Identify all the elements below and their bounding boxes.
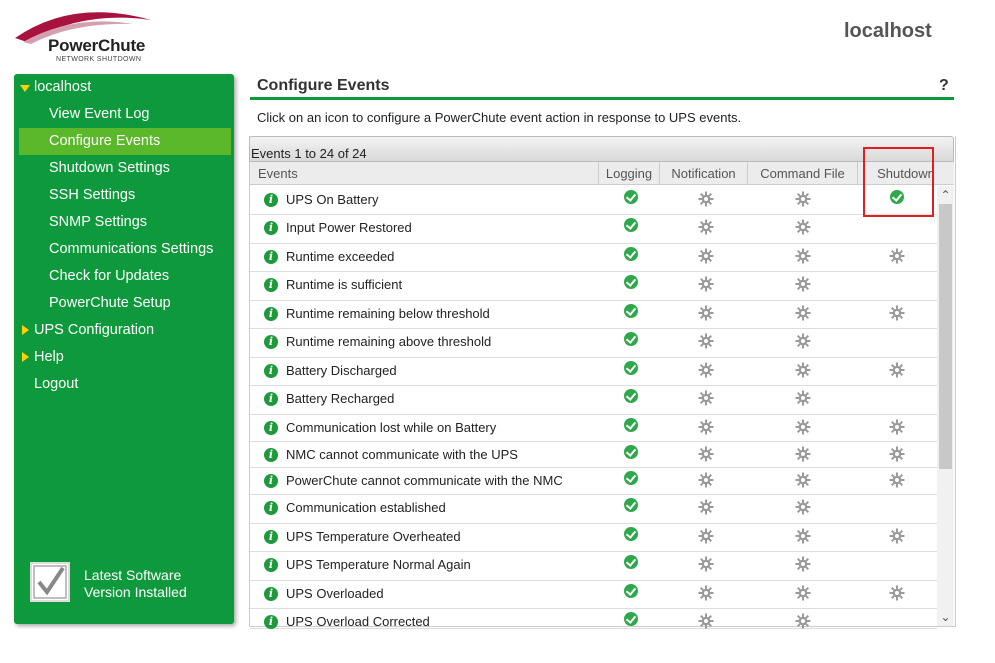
notification-configure-gear-icon[interactable]	[698, 248, 714, 264]
collapsed-arrow-icon	[22, 352, 29, 362]
notification-configure-gear-icon[interactable]	[698, 585, 714, 601]
brand-tagline: NETWORK SHUTDOWN	[56, 56, 142, 63]
logging-enabled-check-icon[interactable]	[624, 527, 638, 541]
info-icon: i	[264, 448, 278, 462]
command-configure-gear-icon[interactable]	[795, 419, 811, 435]
command-configure-gear-icon[interactable]	[795, 499, 811, 515]
shutdown-configure-gear-icon[interactable]	[889, 472, 905, 488]
shutdown-configure-gear-icon[interactable]	[889, 362, 905, 378]
table-row	[250, 551, 937, 581]
info-icon: i	[264, 250, 278, 264]
logout-link[interactable]	[14, 371, 234, 398]
event-name: Communication lost while on Battery	[286, 420, 497, 435]
notification-configure-gear-icon[interactable]	[698, 191, 714, 207]
shutdown-configure-gear-icon[interactable]	[889, 248, 905, 264]
command-configure-gear-icon[interactable]	[795, 362, 811, 378]
table-row	[250, 357, 937, 386]
table-row	[250, 243, 937, 272]
logging-enabled-check-icon[interactable]	[624, 418, 638, 432]
notification-configure-gear-icon[interactable]	[698, 528, 714, 544]
event-name: UPS On Battery	[286, 192, 379, 207]
sidebar-item-label: Help	[34, 349, 64, 365]
column-header-logging[interactable]: Logging	[599, 162, 660, 185]
sidebar-item-label: SNMP Settings	[49, 214, 148, 230]
command-configure-gear-icon[interactable]	[795, 446, 811, 462]
notification-configure-gear-icon[interactable]	[698, 419, 714, 435]
sidebar-item-ups-configuration[interactable]	[14, 317, 234, 344]
shutdown-configure-gear-icon[interactable]	[889, 585, 905, 601]
brand-name: PowerChute	[48, 36, 146, 55]
column-header-shutdown[interactable]: Shutdown	[858, 162, 954, 185]
notification-configure-gear-icon[interactable]	[698, 556, 714, 572]
sidebar-item-help[interactable]	[14, 344, 234, 371]
table-scrollbar[interactable]	[937, 186, 954, 626]
sidebar-item-label: View Event Log	[49, 106, 150, 122]
table-row	[250, 441, 937, 468]
event-name: UPS Temperature Overheated	[286, 529, 461, 544]
sidebar-item-label: Logout	[34, 376, 79, 392]
sidebar-item-communications-settings[interactable]	[14, 236, 234, 263]
command-configure-gear-icon[interactable]	[795, 556, 811, 572]
command-configure-gear-icon[interactable]	[795, 613, 811, 629]
event-name: Battery Discharged	[286, 363, 397, 378]
logging-enabled-check-icon[interactable]	[624, 584, 638, 598]
info-icon: i	[264, 421, 278, 435]
event-name: Runtime exceeded	[286, 249, 395, 264]
sidebar-item-label: Communications Settings	[49, 241, 214, 257]
table-row	[250, 414, 937, 442]
table-row	[250, 523, 937, 552]
help-button[interactable]: ?	[939, 77, 949, 94]
table-row	[250, 494, 937, 524]
info-icon: i	[264, 392, 278, 406]
checkmark-icon	[32, 564, 68, 600]
info-icon: i	[264, 587, 278, 601]
sidebar	[14, 74, 234, 624]
event-name: PowerChute cannot communicate with the NMC	[286, 473, 563, 488]
sidebar-item-shutdown-settings[interactable]	[14, 155, 234, 182]
info-icon: i	[264, 278, 278, 292]
event-name: Runtime remaining below threshold	[286, 306, 490, 321]
sidebar-item-label: localhost	[34, 79, 92, 95]
shutdown-configure-gear-icon[interactable]	[889, 528, 905, 544]
event-name: Communication established	[286, 500, 446, 515]
collapsed-arrow-icon	[22, 325, 29, 335]
command-configure-gear-icon[interactable]	[795, 276, 811, 292]
shutdown-configure-gear-icon[interactable]	[889, 446, 905, 462]
command-configure-gear-icon[interactable]	[795, 390, 811, 406]
info-icon: i	[264, 307, 278, 321]
sidebar-item-view-event-log[interactable]	[14, 101, 234, 128]
status-line-1: Latest Software	[84, 567, 182, 583]
table-row	[250, 186, 937, 215]
info-icon: i	[264, 335, 278, 349]
event-name: UPS Overload Corrected	[286, 614, 430, 629]
title-divider	[250, 97, 954, 100]
event-name: Runtime remaining above threshold	[286, 334, 492, 349]
logging-enabled-check-icon[interactable]	[624, 247, 638, 261]
info-icon: i	[264, 364, 278, 378]
shutdown-configure-gear-icon[interactable]	[889, 305, 905, 321]
info-icon: i	[264, 530, 278, 544]
sidebar-item-snmp-settings[interactable]	[14, 209, 234, 236]
command-configure-gear-icon[interactable]	[795, 528, 811, 544]
table-row	[250, 467, 937, 495]
info-icon: i	[264, 501, 278, 515]
command-configure-gear-icon[interactable]	[795, 333, 811, 349]
sidebar-item-label: Check for Updates	[49, 268, 170, 284]
column-header-notification[interactable]: Notification	[660, 162, 748, 185]
checkbox-checked-icon	[30, 562, 70, 602]
notification-configure-gear-icon[interactable]	[698, 499, 714, 515]
event-name: NMC cannot communicate with the UPS	[286, 447, 518, 462]
notification-configure-gear-icon[interactable]	[698, 472, 714, 488]
command-configure-gear-icon[interactable]	[795, 191, 811, 207]
column-header-events[interactable]: Events	[250, 162, 599, 185]
table-row	[250, 300, 937, 329]
events-count-bar	[249, 136, 954, 162]
logging-enabled-check-icon[interactable]	[624, 555, 638, 569]
scrollbar-thumb[interactable]	[939, 204, 952, 469]
sidebar-item-label: Shutdown Settings	[49, 160, 170, 176]
sidebar-item-label: UPS Configuration	[34, 322, 155, 338]
command-configure-gear-icon[interactable]	[795, 305, 811, 321]
sidebar-item-localhost[interactable]	[14, 74, 234, 101]
event-name: UPS Overloaded	[286, 586, 384, 601]
sidebar-item-powerchute-setup[interactable]	[14, 290, 234, 317]
shutdown-configure-gear-icon[interactable]	[889, 419, 905, 435]
logging-enabled-check-icon[interactable]	[624, 445, 638, 459]
logging-enabled-check-icon[interactable]	[624, 471, 638, 485]
expanded-arrow-icon	[20, 85, 30, 92]
notification-configure-gear-icon[interactable]	[698, 390, 714, 406]
notification-configure-gear-icon[interactable]	[698, 333, 714, 349]
logging-enabled-check-icon[interactable]	[624, 190, 638, 204]
table-row	[250, 385, 937, 415]
logging-enabled-check-icon[interactable]	[624, 304, 638, 318]
sidebar-item-ssh-settings[interactable]	[14, 182, 234, 209]
table-row	[250, 328, 937, 358]
table-row	[250, 580, 937, 609]
sidebar-item-label: SSH Settings	[49, 187, 136, 203]
command-configure-gear-icon[interactable]	[795, 248, 811, 264]
sidebar-item-label: PowerChute Setup	[49, 295, 171, 311]
logging-enabled-check-icon[interactable]	[624, 612, 638, 626]
status-line-2: Version Installed	[84, 584, 187, 600]
event-name: UPS Temperature Normal Again	[286, 557, 471, 572]
column-header-command-file[interactable]: Command File	[748, 162, 858, 185]
command-configure-gear-icon[interactable]	[795, 585, 811, 601]
shutdown-column-highlight	[863, 147, 934, 217]
table-row	[250, 214, 937, 244]
sidebar-item-label: Configure Events	[49, 133, 161, 149]
table-row	[250, 271, 937, 301]
notification-configure-gear-icon[interactable]	[698, 276, 714, 292]
instructions-text: Click on an icon to configure a PowerChute event action in response to UPS events.	[257, 110, 742, 125]
event-name: Battery Recharged	[286, 391, 395, 406]
logging-enabled-check-icon[interactable]	[624, 218, 638, 232]
page-title: Configure Events	[257, 77, 390, 94]
powerchute-logo	[13, 8, 163, 68]
logging-enabled-check-icon[interactable]	[624, 389, 638, 403]
scroll-up-icon[interactable]: ⌃	[940, 188, 951, 202]
logging-enabled-check-icon[interactable]	[624, 332, 638, 346]
info-icon: i	[264, 558, 278, 572]
notification-configure-gear-icon[interactable]	[698, 305, 714, 321]
command-configure-gear-icon[interactable]	[795, 472, 811, 488]
hostname: localhost	[844, 20, 932, 42]
table-row	[250, 608, 937, 629]
events-count: Events 1 to 24 of 24	[251, 146, 367, 161]
notification-configure-gear-icon[interactable]	[698, 613, 714, 629]
notification-configure-gear-icon[interactable]	[698, 362, 714, 378]
notification-configure-gear-icon[interactable]	[698, 219, 714, 235]
command-configure-gear-icon[interactable]	[795, 219, 811, 235]
event-name: Input Power Restored	[286, 220, 412, 235]
logging-enabled-check-icon[interactable]	[624, 275, 638, 289]
logging-enabled-check-icon[interactable]	[624, 361, 638, 375]
notification-configure-gear-icon[interactable]	[698, 446, 714, 462]
scroll-down-icon[interactable]: ⌄	[940, 610, 951, 624]
sidebar-item-configure-events[interactable]	[19, 128, 231, 155]
software-status	[30, 562, 230, 612]
logging-enabled-check-icon[interactable]	[624, 498, 638, 512]
sidebar-item-check-for-updates[interactable]	[14, 263, 234, 290]
info-icon: i	[264, 221, 278, 235]
info-icon: i	[264, 193, 278, 207]
event-name: Runtime is sufficient	[286, 277, 403, 292]
info-icon: i	[264, 615, 278, 629]
info-icon: i	[264, 474, 278, 488]
